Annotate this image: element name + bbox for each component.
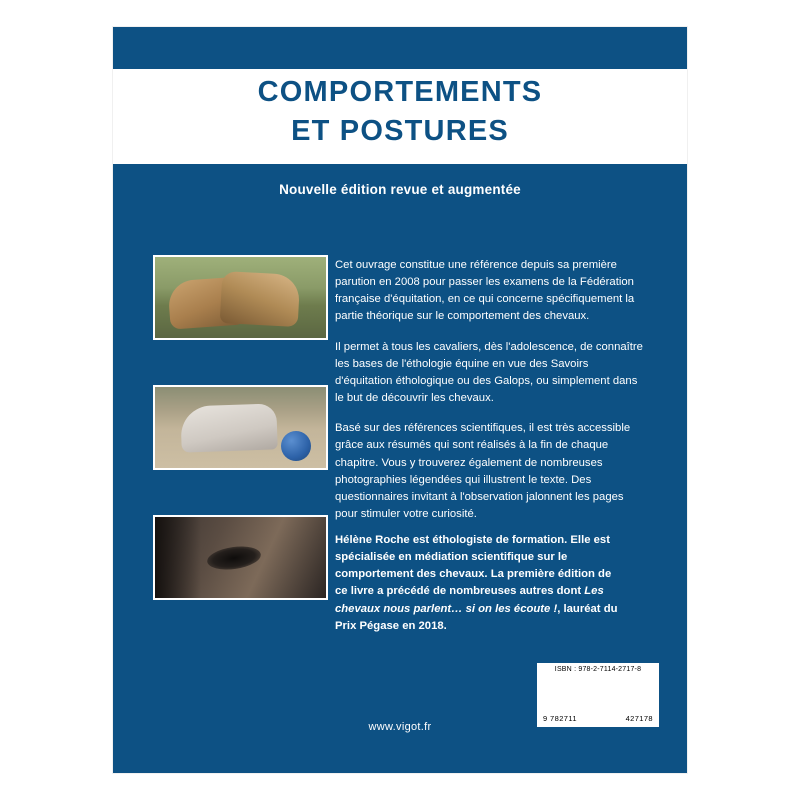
isbn-barcode-block — [537, 663, 659, 727]
author-bio-part1: Hélène Roche est éthologiste de formation. Elle est spécialisée en médiation scientifique sur le comportement des chevaux. La première édition de ce livre a précédé de nombreuses autres dont — [335, 534, 612, 598]
barcode-number-left: 9 782711 — [543, 714, 577, 723]
author-bio-part2: , lauréat du Prix Pégase en 2018. — [335, 602, 618, 632]
author-bio-italic-title: Les chevaux nous parlent… si on les écoute ! — [335, 585, 604, 615]
publisher-website: www.vigot.fr — [368, 721, 432, 733]
photo-column — [153, 255, 328, 645]
author-bio — [335, 532, 625, 635]
isbn-label: ISBN : 978-2-7114-2717-8 — [554, 666, 642, 673]
title-line-1: COMPORTEMENTS — [257, 76, 543, 108]
blurb-text-column — [335, 257, 647, 536]
two-przewalski-horses-photo — [153, 255, 328, 340]
grey-horse-with-blue-ball-photo — [153, 385, 328, 470]
title-line-2: ET POSTURES — [291, 115, 509, 148]
blurb-paragraph-1: Cet ouvrage constitue une référence depuis sa première parution en 2008 pour passer les examens de la Fédération française d'équitation, en ce qui concerne spécifiquement la partie théorique sur le comportement des chevaux. — [335, 259, 635, 323]
barcode-number-right: 427178 — [625, 714, 653, 723]
cover-subtitle: Nouvelle édition revue et augmentée — [279, 182, 521, 197]
back-cover — [113, 27, 687, 773]
horse-eye-closeup-photo — [153, 515, 328, 600]
blurb-paragraph-2: Il permet à tous les cavaliers, dès l'adolescence, de connaître les bases de l'éthologie équine en vue des Savoirs d'équitation éthologique ou des Galops, ou simplement dans le but de découvrir les chevaux. — [335, 340, 643, 405]
blurb-paragraph-3: Basé sur des références scientifiques, il est très accessible grâce aux résumés qui sont réalisés à la fin de chaque chapitre. Vous y trouverez également de nombreuses photographies légendées qui illustrent le texte. Des questionnaires invitant à l'observation jalonnent les pages pour stimuler votre curiosité. — [335, 422, 631, 521]
title-block — [113, 73, 687, 152]
barcode-bars — [541, 675, 655, 713]
